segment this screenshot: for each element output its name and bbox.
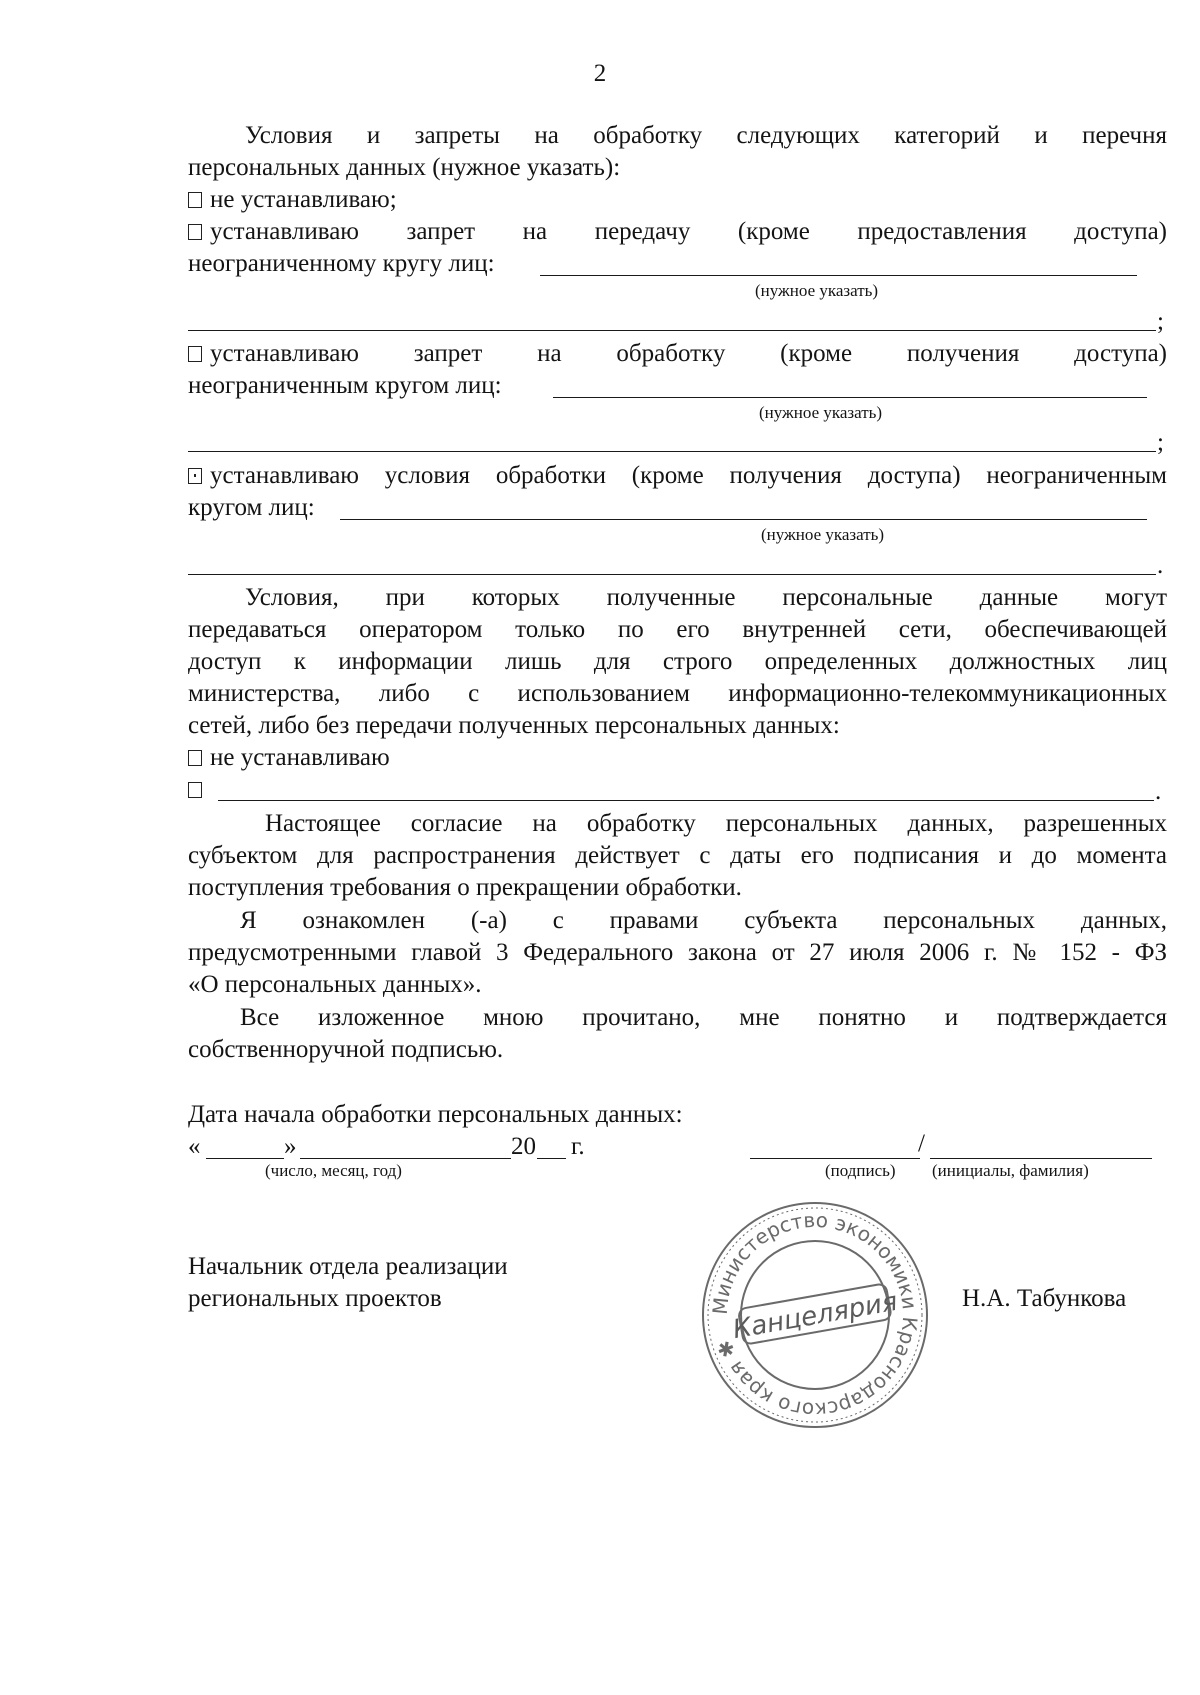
option-label: устанавливаю запрет на обработку (кроме получения доступа) xyxy=(210,340,1167,367)
signatory-name: Н.А. Табункова xyxy=(962,1285,1127,1312)
hint-date: (число, месяц, год) xyxy=(265,1161,402,1180)
semicolon: ; xyxy=(1157,308,1164,335)
fill-line[interactable] xyxy=(540,275,1137,276)
section2-line2: передаваться оператором только по его внутренней сети, обеспечивающей xyxy=(188,616,1167,643)
option-processing-ban xyxy=(188,338,1167,370)
checkbox[interactable] xyxy=(188,468,202,484)
start-date-label: Дата начала обработки персональных данных: xyxy=(188,1101,683,1128)
option-label: устанавливаю условия обработки (кроме получения доступа) неограниченным xyxy=(210,462,1167,489)
checkbox[interactable] xyxy=(188,224,202,240)
section5-line1: Все изложенное мною прочитано, мне понятно и подтверждается xyxy=(240,1004,1167,1031)
year-prefix: 20 xyxy=(511,1133,536,1160)
date-open-quote: « xyxy=(188,1133,201,1160)
year-suffix: г. xyxy=(571,1133,585,1160)
month-field[interactable] xyxy=(300,1158,511,1159)
fill-line[interactable] xyxy=(188,574,1156,575)
section4-line1: Я ознакомлен (-а) с правами субъекта персональных данных, xyxy=(240,907,1167,934)
fill-line[interactable] xyxy=(188,451,1156,452)
option-transfer-ban-line2: неограниченному кругу лиц: xyxy=(188,250,495,277)
signature-slash: / xyxy=(918,1130,925,1157)
day-field[interactable] xyxy=(206,1158,284,1159)
section5-line2: собственноручной подписью. xyxy=(188,1036,504,1063)
section1-intro-line2: персональных данных (нужное указать): xyxy=(188,154,621,181)
section3-line3: поступления требования о прекращении обработки. xyxy=(188,874,742,901)
stamp-ring-text: Министерство экономики Краснодарского края ✱ xyxy=(707,1207,923,1423)
page-number: 2 xyxy=(593,60,607,87)
official-stamp xyxy=(700,1200,930,1430)
hint-specify: (нужное указать) xyxy=(761,525,885,544)
signatory-position-line2: региональных проектов xyxy=(188,1285,442,1312)
fill-line[interactable] xyxy=(218,800,1154,801)
date-close-quote: » xyxy=(284,1133,297,1160)
section2-option-not-set xyxy=(188,742,390,774)
name-field[interactable] xyxy=(930,1158,1152,1159)
section2-line1: Условия, при которых полученные персональные данные могут xyxy=(245,584,1167,611)
checkbox[interactable] xyxy=(188,192,202,208)
section2-line3: доступ к информации лишь для строго определенных должностных лиц xyxy=(188,648,1167,675)
option-label: не устанавливаю xyxy=(210,744,390,771)
section1-intro-line1: Условия и запреты на обработку следующих категорий и перечня xyxy=(245,122,1167,149)
hint-signature: (подпись) xyxy=(825,1161,896,1180)
stamp-center-text: Канцелярия xyxy=(730,1286,900,1346)
section3-line1: Настоящее согласие на обработку персональных данных, разрешенных xyxy=(265,810,1167,837)
hint-specify: (нужное указать) xyxy=(755,281,879,300)
section2-line5: сетей, либо без передачи полученных персональных данных: xyxy=(188,712,840,739)
section3-line2: субъектом для распространения действует с даты его подписания и до момента xyxy=(188,842,1167,869)
fill-line[interactable] xyxy=(553,397,1147,398)
semicolon: ; xyxy=(1157,429,1164,456)
signature-field[interactable] xyxy=(750,1158,920,1159)
section4-line3: «О персональных данных». xyxy=(188,971,482,998)
checkbox[interactable] xyxy=(188,346,202,362)
section2-line4: министерства, либо с использованием информационно-телекоммуникационных xyxy=(188,680,1167,707)
signatory-position-line1: Начальник отдела реализации xyxy=(188,1253,508,1280)
option-transfer-ban xyxy=(188,216,1167,248)
checkbox[interactable] xyxy=(188,782,202,798)
option-label: устанавливаю запрет на передачу (кроме предоставления доступа) xyxy=(210,218,1167,245)
option-label: не устанавливаю; xyxy=(210,186,397,213)
option-conditions-line2: кругом лиц: xyxy=(188,494,315,521)
hint-name: (инициалы, фамилия) xyxy=(932,1161,1089,1180)
hint-specify: (нужное указать) xyxy=(759,403,883,422)
section2-option-custom xyxy=(188,774,210,806)
fill-line[interactable] xyxy=(188,330,1156,331)
year-field[interactable] xyxy=(537,1158,566,1159)
option-processing-ban-line2: неограниченным кругом лиц: xyxy=(188,372,502,399)
section4-line2: предусмотренными главой 3 Федерального закона от 27 июля 2006 г. № 152 - ФЗ xyxy=(188,939,1167,966)
option-conditions xyxy=(188,460,1167,492)
option-not-set xyxy=(188,184,397,216)
period: . xyxy=(1157,552,1164,579)
fill-line[interactable] xyxy=(340,519,1147,520)
period: . xyxy=(1155,778,1162,805)
checkbox[interactable] xyxy=(188,750,202,766)
